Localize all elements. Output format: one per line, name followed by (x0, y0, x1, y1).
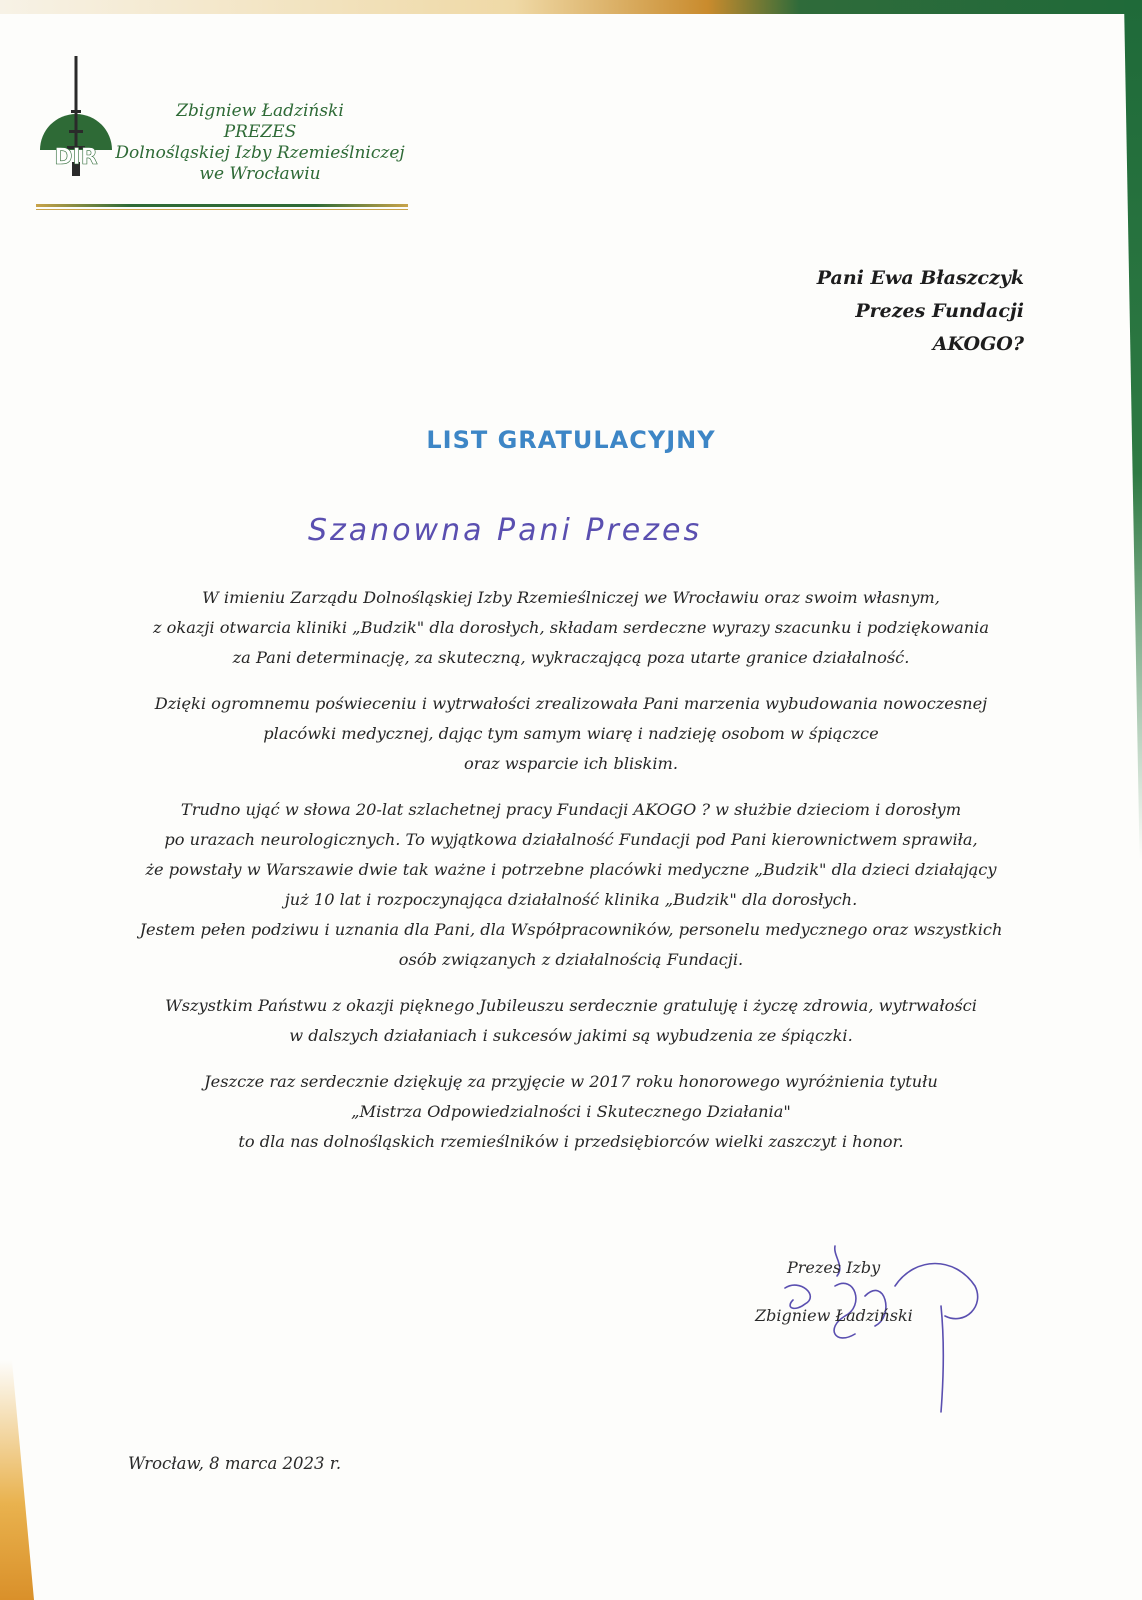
letterhead-city: we Wrocławiu (199, 164, 321, 184)
letterhead-position: PREZES (223, 122, 297, 142)
letterhead-rule (36, 204, 408, 207)
body-line: w dalszych działaniach i sukcesów jakimi są wybudzenia ze śpiączki. (289, 1026, 853, 1045)
recipient-name: Pani Ewa Błaszczyk (816, 267, 1024, 289)
signature-block (745, 1256, 985, 1436)
body-line: placówki medycznej, dając tym samym wiarę i nadzieję osobom w śpiączce (263, 724, 879, 743)
body-paragraph-3 (110, 795, 1032, 975)
handwritten-salutation (300, 500, 750, 560)
body-line: osób związanych z działalnością Fundacji. (398, 950, 744, 969)
top-decorative-strip (0, 0, 1142, 14)
body-line: „Mistrza Odpowiedzialności i Skutecznego Działania" (351, 1102, 791, 1121)
recipient-block (817, 262, 1024, 361)
recipient-title: Prezes Fundacji (855, 300, 1024, 322)
body-paragraph-4 (110, 991, 1032, 1051)
letterhead-text (110, 101, 410, 185)
body-line: z okazji otwarcia kliniki „Budzik" dla dorosłych, składam serdeczne wyrazy szacunku i podziękowania (153, 618, 989, 637)
letterhead-rule-thin (36, 209, 408, 210)
body-line: już 10 lat i rozpoczynająca działalność klinika „Budzik" dla dorosłych. (284, 890, 858, 909)
body-line: za Pani determinację, za skuteczną, wykraczającą poza utarte granice działalność. (232, 648, 910, 667)
letter-date: Wrocław, 8 marca 2023 r. (128, 1454, 342, 1473)
letterhead-institution: Dolnośląskiej Izby Rzemieślniczej (115, 143, 405, 163)
body-line: to dla nas dolnośląskich rzemieślników i przedsiębiorców wielki zaszczyt i honor. (238, 1132, 904, 1151)
left-decorative-strip (0, 1360, 34, 1600)
body-line: że powstały w Warszawie dwie tak ważne i potrzebne placówki medyczne „Budzik" dla dzieci działający (145, 860, 997, 879)
svg-text:Szanowna Pani Prezes: Szanowna Pani Prezes (308, 513, 703, 548)
body-line: W imieniu Zarządu Dolnośląskiej Izby Rzemieślniczej we Wrocławiu oraz swoim własnym, (202, 588, 940, 607)
body-line: Wszystkim Państwu z okazji pięknego Jubileuszu serdecznie gratuluję i życzę zdrowia, wytrwałości (165, 996, 977, 1015)
body-paragraph-1 (110, 583, 1032, 673)
body-paragraph-5 (110, 1067, 1032, 1157)
body-line: Jestem pełen podziwu i uznania dla Pani, dla Współpracowników, personelu medycznego oraz wszystkich (139, 920, 1003, 939)
letter-body (110, 583, 1032, 1173)
svg-text:DIR: DIR (54, 145, 98, 170)
recipient-organization: AKOGO? (932, 333, 1024, 355)
body-line: Trudno ująć w słowa 20-lat szlachetnej pracy Fundacji AKOGO ? w służbie dzieciom i dorosłym (180, 800, 962, 819)
body-line: Dzięki ogromnemu poświeceniu i wytrwałości zrealizowała Pani marzenia wybudowania nowoczesnej (154, 694, 988, 713)
body-line: oraz wsparcie ich bliskim. (463, 754, 678, 773)
body-line: Jeszcze raz serdecznie dziękuję za przyjęcie w 2017 roku honorowego wyróżnienia tytułu (204, 1072, 938, 1091)
body-paragraph-2 (110, 689, 1032, 779)
letterhead-name: Zbigniew Ładziński (176, 101, 344, 121)
letter-title: LIST GRATULACYJNY (426, 426, 716, 454)
body-line: po urazach neurologicznych. To wyjątkowa działalność Fundacji pod Pani kierownictwem sprawiła, (164, 830, 978, 849)
signature-role: Prezes Izby (787, 1258, 881, 1277)
signature-name: Zbigniew Ładziński (755, 1306, 913, 1325)
